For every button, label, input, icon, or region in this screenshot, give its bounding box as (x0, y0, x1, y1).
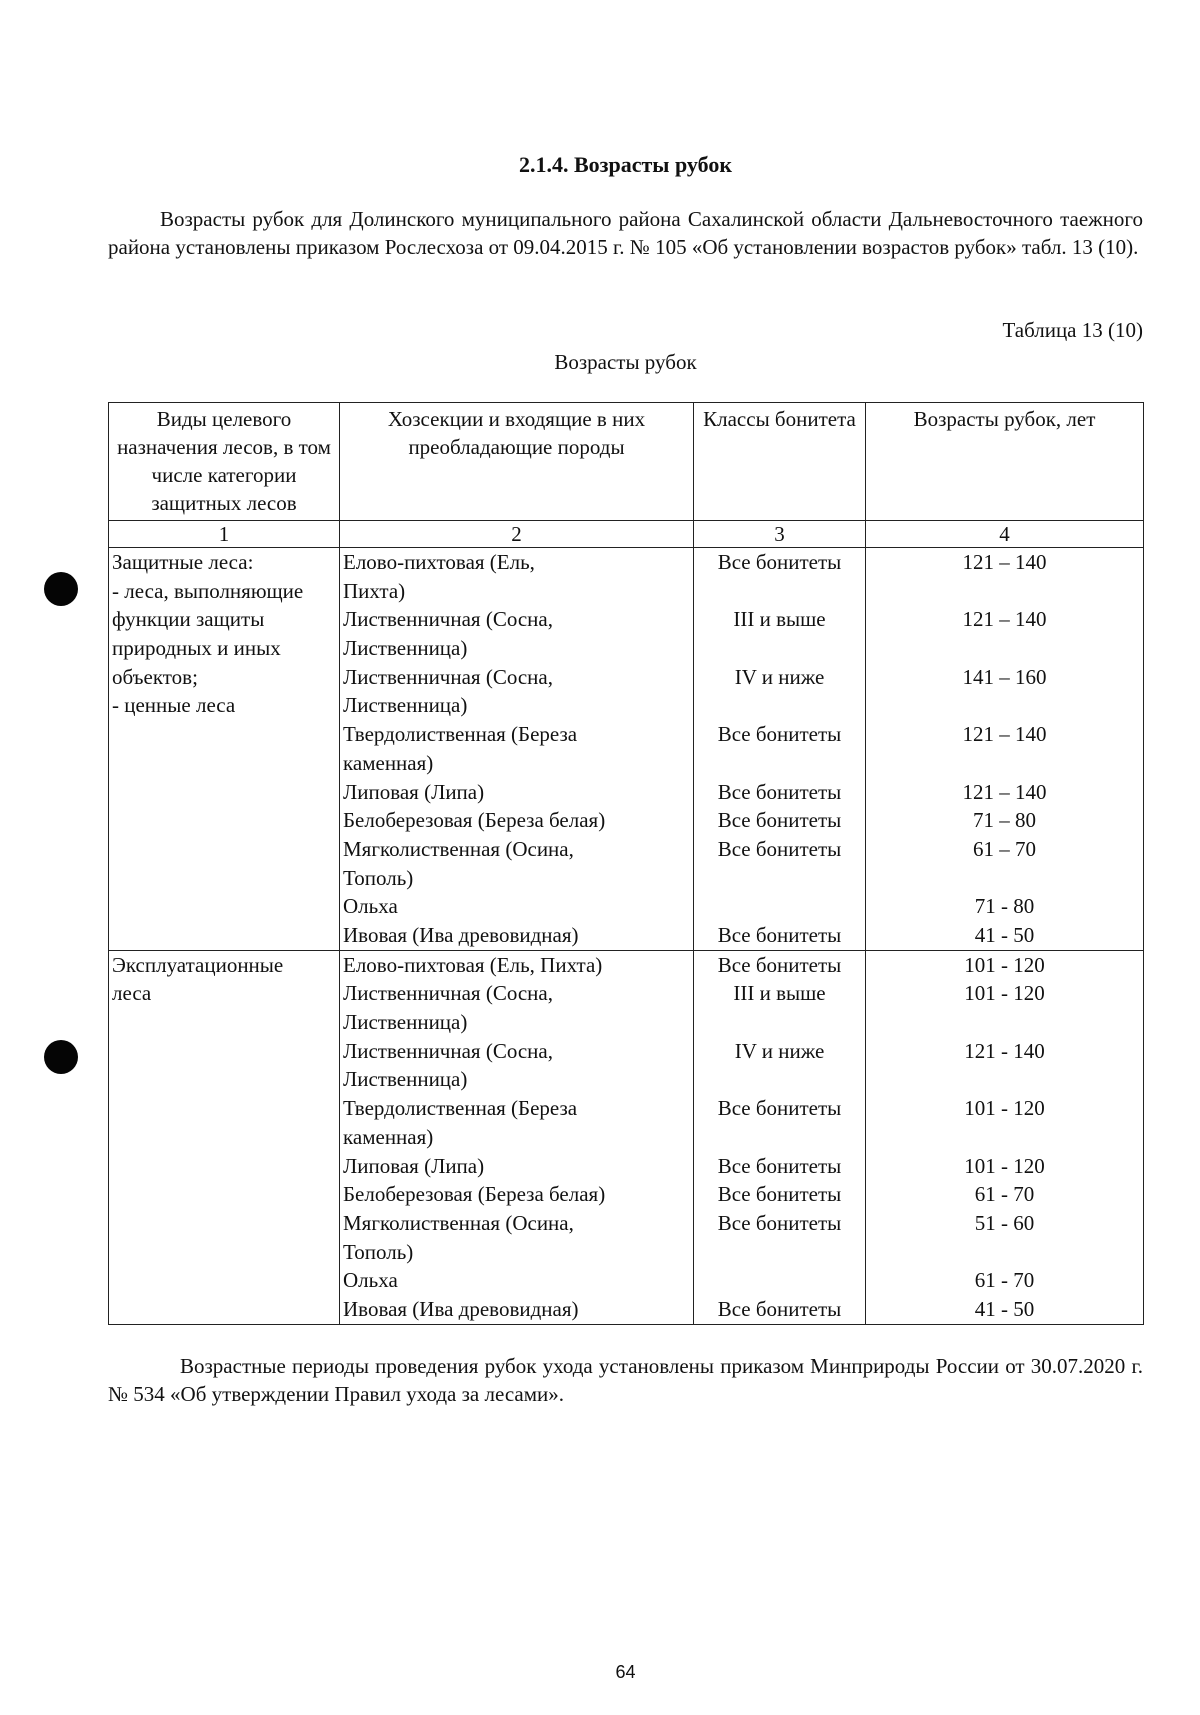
site-class-value: IV и ниже (734, 1038, 825, 1063)
site-class-cell (694, 950, 866, 1324)
species-line: Елово-пихтовая (Ель, (343, 550, 535, 574)
cutting-age-value: 61 – 70 (973, 836, 1036, 861)
species-line: Лиственничная (Сосна, (343, 664, 553, 689)
cutting-age-cell (866, 548, 1144, 951)
cutting-age-value: 141 – 160 (962, 664, 1047, 689)
species-line: Лиственница) (343, 1010, 468, 1035)
category-line: леса (112, 981, 152, 1006)
header-col-3: Классы бонитета (694, 403, 866, 521)
intro-paragraph: Возрасты рубок для Долинского муниципального района Сахалинской области Дальневосточного таежного района установлены приказом Рослесхоза от 09.04.2015 г. № 105 «Об установлении возрастов рубок» табл. 13 (10). (108, 207, 1143, 259)
category-cell (109, 950, 340, 1324)
cutting-age-value: 121 – 140 (962, 607, 1047, 632)
category-cell (109, 548, 340, 951)
column-number: 2 (340, 521, 694, 548)
site-class-value: Все бонитеты (717, 1182, 842, 1207)
species-line: Лиственница) (343, 693, 468, 718)
column-number: 1 (109, 521, 340, 548)
site-class-value: III и выше (733, 607, 826, 632)
site-class-value: IV и ниже (734, 664, 825, 689)
cutting-age-cell (866, 950, 1144, 1324)
closing-paragraph: Возрастные периоды проведения рубок ухода установлены приказом Минприроды России от 30.07.2020 г. № 534 «Об утверждении Правил ухода за лесами». (108, 1354, 1143, 1406)
species-line: Лиственничная (Сосна, (343, 607, 553, 632)
species-line: Пихта) (343, 578, 406, 603)
species-line: Белоберезовая (Береза белая) (343, 808, 606, 833)
cutting-age-value: 121 – 140 (962, 779, 1047, 804)
site-class-value: Все бонитеты (717, 722, 842, 747)
species-line: Тополь) (343, 865, 414, 890)
section-title: 2.1.4. Возрасты рубок (518, 152, 733, 177)
cutting-age-table (108, 402, 1144, 1325)
cutting-age-value: 121 – 140 (962, 550, 1047, 574)
cutting-age-value: 51 - 60 (974, 1210, 1035, 1235)
page-number: 64 (615, 1662, 636, 1682)
cutting-age-value: 71 - 80 (974, 894, 1035, 919)
species-line: Мягколиственная (Осина, (343, 1210, 574, 1235)
species-line: Твердолиственная (Береза (343, 1096, 578, 1121)
site-class-value: Все бонитеты (717, 550, 842, 574)
table-row (109, 548, 1144, 951)
category-line: природных и иных (112, 636, 281, 661)
cutting-age-value: 101 - 120 (964, 952, 1045, 977)
site-class-value: Все бонитеты (717, 1096, 842, 1121)
column-number: 3 (694, 521, 866, 548)
site-class-value: Все бонитеты (717, 1153, 842, 1178)
site-class-value: Все бонитеты (717, 952, 842, 977)
category-line: - ценные леса (112, 693, 236, 718)
cutting-age-value: 61 - 70 (974, 1182, 1035, 1207)
species-line: каменная) (343, 750, 434, 775)
punch-hole-top (44, 572, 78, 606)
species-line: Белоберезовая (Береза белая) (343, 1182, 606, 1207)
header-col-2: Хозсекции и входящие в них преобладающие породы (340, 403, 694, 521)
species-line: каменная) (343, 1124, 434, 1149)
cutting-age-value: 41 - 50 (974, 923, 1035, 948)
table-row (109, 950, 1144, 1324)
cutting-age-value: 71 – 80 (973, 808, 1036, 833)
species-line: Елово-пихтовая (Ель, Пихта) (343, 952, 603, 977)
column-number: 4 (866, 521, 1144, 548)
punch-hole-bottom (44, 1040, 78, 1074)
species-cell (340, 548, 694, 951)
species-line: Лиственничная (Сосна, (343, 981, 553, 1006)
species-line: Тополь) (343, 1239, 414, 1264)
cutting-age-value: 61 - 70 (974, 1268, 1035, 1293)
table-title: Возрасты рубок (554, 350, 697, 374)
header-col-1: Виды целевого назначения лесов, в том числе категории защитных лесов (109, 403, 340, 521)
species-line: Твердолиственная (Береза (343, 722, 578, 747)
cutting-age-value: 121 – 140 (962, 722, 1047, 747)
species-line: Ольха (343, 894, 398, 919)
species-line: Мягколиственная (Осина, (343, 836, 574, 861)
header-col-4: Возрасты рубок, лет (866, 403, 1144, 521)
species-line: Ивовая (Ива древовидная) (343, 1296, 579, 1321)
site-class-value: III и выше (733, 981, 826, 1006)
site-class-value: Все бонитеты (717, 779, 842, 804)
site-class-cell (694, 548, 866, 951)
column-number-row (109, 521, 1144, 548)
species-line: Липовая (Липа) (343, 779, 485, 804)
category-line: Эксплуатационные (112, 952, 284, 977)
site-class-value (697, 1266, 862, 1295)
species-line: Лиственничная (Сосна, (343, 1038, 553, 1063)
cutting-age-value: 121 - 140 (964, 1038, 1045, 1063)
category-line: - леса, выполняющие (112, 578, 304, 603)
table-body (109, 548, 1144, 1325)
site-class-value: Все бонитеты (717, 1210, 842, 1235)
species-line: Липовая (Липа) (343, 1153, 485, 1178)
table-label: Таблица 13 (10) (1002, 318, 1143, 342)
site-class-value (697, 892, 862, 921)
site-class-value: Все бонитеты (717, 1297, 842, 1322)
category-line: Защитные леса: (112, 550, 254, 574)
category-line: объектов; (112, 664, 198, 689)
category-line: функции защиты (112, 607, 265, 632)
species-line: Ольха (343, 1268, 398, 1293)
site-class-value: Все бонитеты (717, 808, 842, 833)
site-class-value: Все бонитеты (717, 923, 842, 948)
cutting-age-value: 41 - 50 (974, 1297, 1035, 1322)
species-line: Ивовая (Ива древовидная) (343, 922, 579, 947)
cutting-age-value: 101 - 120 (964, 1096, 1045, 1121)
species-line: Лиственница) (343, 636, 468, 661)
species-cell (340, 950, 694, 1324)
cutting-age-value: 101 - 120 (964, 1153, 1045, 1178)
cutting-age-value: 101 - 120 (964, 981, 1045, 1006)
species-line: Лиственница) (343, 1067, 468, 1092)
table-header-row (109, 403, 1144, 521)
site-class-value: Все бонитеты (717, 836, 842, 861)
